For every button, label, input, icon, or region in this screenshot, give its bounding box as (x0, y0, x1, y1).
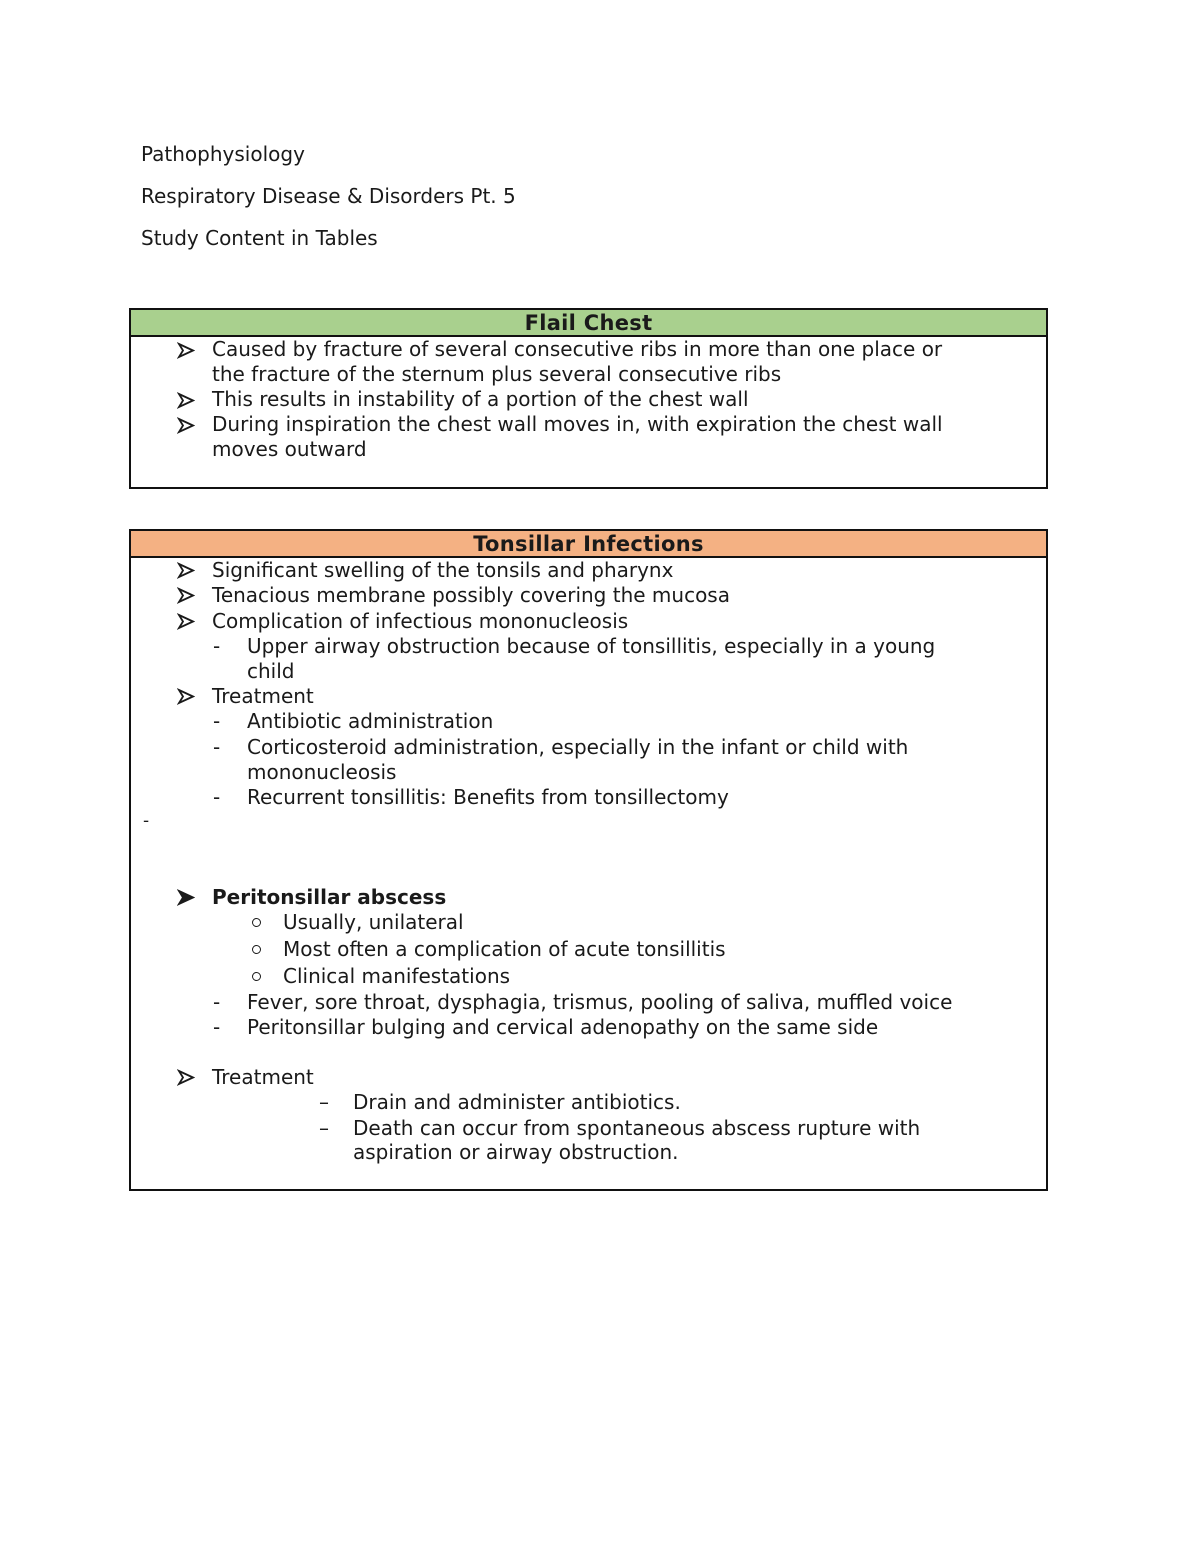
circle-bullet-icon (252, 918, 261, 927)
tonsillar-sub-3-line-1: Corticosteroid administration, especially in the infant or child with (247, 735, 909, 759)
stray-dash: - (143, 811, 150, 831)
peritonsillar-title: Peritonsillar abscess (212, 885, 447, 909)
circle-bullet-icon (252, 945, 261, 954)
dash-bullet: - (213, 785, 221, 809)
flail-bullet-1-line-2: the fracture of the sternum plus several consecutive ribs (212, 362, 782, 386)
arrow-bullet-icon (177, 338, 197, 363)
arrow-bullet-icon (177, 1065, 197, 1090)
dash-bullet: - (213, 990, 221, 1014)
tonsillar-sub-3-line-2: mononucleosis (247, 760, 397, 784)
flail-bullet-1-line-1: Caused by fracture of several consecutive ribs in more than one place or (212, 337, 943, 361)
arrow-bullet-icon (177, 583, 197, 608)
tonsillar-sub-1-line-2: child (247, 659, 295, 683)
en-dash-bullet: – (319, 1116, 329, 1140)
tonsillar-bullet-3: Complication of infectious mononucleosis (212, 609, 629, 633)
peritonsillar-sub-2: Most often a complication of acute tonsillitis (283, 937, 726, 961)
peritonsillar-sub-1: Usually, unilateral (283, 910, 464, 934)
circle-bullet-icon (252, 972, 261, 981)
tonsillar-infections-header: Tonsillar Infections (131, 531, 1046, 558)
treatment-sub-2-line-2: aspiration or airway obstruction. (353, 1140, 679, 1164)
dash-bullet: - (213, 709, 221, 733)
tonsillar-bullet-1: Significant swelling of the tonsils and pharynx (212, 558, 674, 582)
dash-bullet: - (213, 735, 221, 759)
document-subject: Pathophysiology (141, 142, 305, 166)
flail-bullet-3-line-2: moves outward (212, 437, 367, 461)
peritonsillar-manifestation-2: Peritonsillar bulging and cervical adenopathy on the same side (247, 1015, 879, 1039)
dash-bullet: - (213, 1015, 221, 1039)
en-dash-bullet: – (319, 1090, 329, 1114)
tonsillar-bullet-4: Treatment (212, 684, 314, 708)
arrow-bullet-icon (177, 558, 197, 583)
flail-chest-table (129, 308, 1048, 489)
flail-chest-header: Flail Chest (131, 310, 1046, 337)
arrow-bullet-icon (177, 609, 197, 634)
treatment-sub-2-line-1: Death can occur from spontaneous abscess rupture with (353, 1116, 921, 1140)
arrow-bullet-icon (177, 413, 197, 438)
treatment-sub-1: Drain and administer antibiotics. (353, 1090, 681, 1114)
document-title: Respiratory Disease & Disorders Pt. 5 (141, 184, 516, 208)
arrow-bullet-icon (177, 684, 197, 709)
flail-bullet-2: This results in instability of a portion of the chest wall (212, 387, 749, 411)
tonsillar-infections-table (129, 529, 1048, 1191)
tonsillar-bullet-2: Tenacious membrane possibly covering the mucosa (212, 583, 730, 607)
dash-bullet: - (213, 634, 221, 658)
tonsillar-sub-4: Recurrent tonsillitis: Benefits from tonsillectomy (247, 785, 729, 809)
tonsillar-sub-1-line-1: Upper airway obstruction because of tonsillitis, especially in a young (247, 634, 936, 658)
document-subtitle: Study Content in Tables (141, 226, 378, 250)
tonsillar-sub-2: Antibiotic administration (247, 709, 494, 733)
peritonsillar-manifestation-1: Fever, sore throat, dysphagia, trismus, pooling of saliva, muffled voice (247, 990, 953, 1014)
peritonsillar-sub-3: Clinical manifestations (283, 964, 511, 988)
arrow-bullet-icon (177, 885, 197, 910)
treatment-title: Treatment (212, 1065, 314, 1089)
arrow-bullet-icon (177, 388, 197, 413)
flail-bullet-3-line-1: During inspiration the chest wall moves in, with expiration the chest wall (212, 412, 943, 436)
